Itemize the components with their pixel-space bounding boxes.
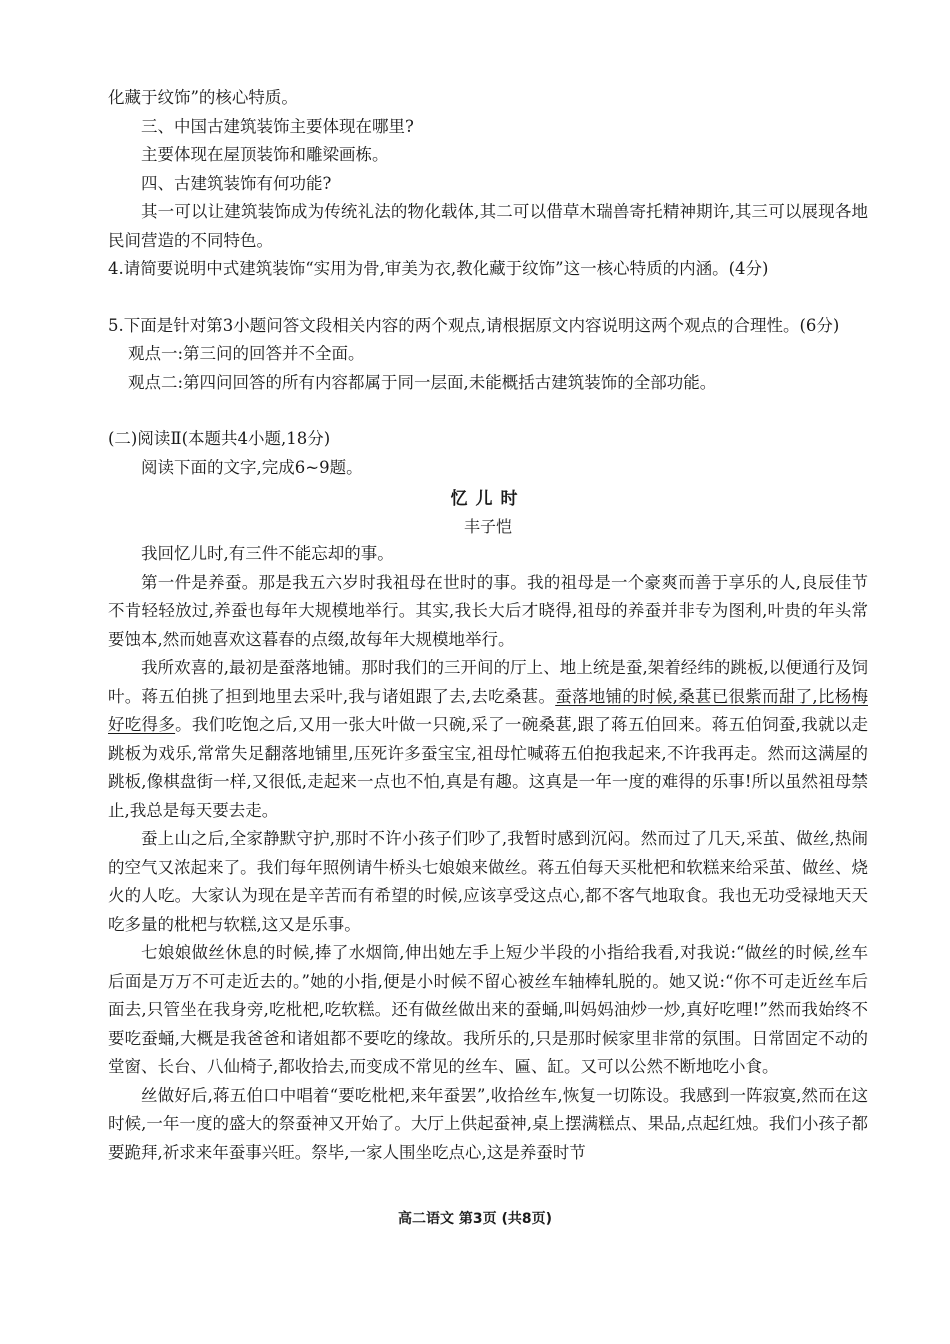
article-paragraph-6: 丝做好后,蒋五伯口中唱着“要吃枇杷,来年蚕罢”,收拾丝车,恢复一切陈设。我感到一阵寂寞,然而在这时候,一年一度的盛大的祭蚕神又开始了。大厅上供起蚕神,桌上摆满糕点、果品,点起红烛。我们小孩子都要跪拜,祈求来年蚕事兴旺。祭毕,一家人围坐吃点心,这是养蚕时节 <box>108 1085 868 1162</box>
continued-text-line: 化藏于纹饰”的核心特质。 <box>108 88 298 107</box>
article-paragraph-3 <box>108 654 868 825</box>
question-5 <box>108 312 868 341</box>
section-2-instruction: 阅读下面的文字,完成6~9题。 <box>141 457 363 477</box>
question-4-text: 4.请简要说明中式建筑装饰“实用为骨,审美为衣,教化藏于纹饰”这一核心特质的内涵。(4分) <box>108 259 769 278</box>
page-content <box>108 84 868 1167</box>
question-4 <box>108 255 868 284</box>
article-paragraph-3-part-b: 。我们吃饱之后,又用一张大叶做一只碗,采了一碗桑葚,跟了蒋五伯回来。蒋五伯饲蚕,我就以走跳板为戏乐,常常失足翻落地铺里,压死许多蚕宝宝,祖母忙喊蒋五伯抱我起来,不许我再走。然而这满屋的跳板,像棋盘街一样,又很低,走起来一点也不怕,真是有趣。这真是一年一度的难得的乐事!所以虽然祖母禁止,我总是每天要去走。 <box>108 715 868 820</box>
question-5-view-2: 观点二:第四问回答的所有内容都属于同一层面,未能概括古建筑装饰的全部功能。 <box>128 372 717 392</box>
article-paragraph-2: 第一件是养蚕。那是我五六岁时我祖母在世时的事。我的祖母是一个豪爽而善于享乐的人,良辰佳节不肯轻轻放过,养蚕也每年大规模地举行。其实,我长大后才晓得,祖母的养蚕并非专为图利,叶贵的年头常要蚀本,然而她喜欢这暮春的点缀,故每年大规模地举行。 <box>108 572 868 649</box>
article-paragraph-1: 我回忆儿时,有三件不能忘却的事。 <box>141 544 394 563</box>
underlined-sentence: 蚕落地铺的时候,桑葚已很紫而甜了,比杨梅好吃得多 <box>108 686 868 734</box>
article-paragraph-5: 七娘娘做丝休息的时候,捧了水烟筒,伸出她左手上短少半段的小指给我看,对我说:“做丝的时候,丝车后面是万万不可走近去的。”她的小指,便是小时候不留心被丝车轴棒轧脱的。她又说:“你不可走近丝车后面去,只管坐在我身旁,吃枇杷,吃软糕。还有做丝做出来的蚕蛹,叫妈妈油炒一炒,真好吃哩!”然而我始终不要吃蚕蛹,大概是我爸爸和诸姐都不要吃的缘故。我所乐的,只是那时候家里非常的氛围。日常固定不动的堂窗、长台、八仙椅子,都收拾去,而变成不常见的丝车、匾、缸。又可以公然不断地吃小食。 <box>108 943 868 1076</box>
article-author: 丰子恺 <box>463 517 512 536</box>
section-2-heading: (二)阅读Ⅱ(本题共4小题,18分) <box>108 429 331 448</box>
article-paragraph-4: 蚕上山之后,全家静默守护,那时不许小孩子们吵了,我暂时感到沉闷。然而过了几天,采茧、做丝,热闹的空气又浓起来了。我们每年照例请牛桥头七娘娘来做丝。蒋五伯每天买枇杷和软糕来给采茧、做丝、烧火的人吃。大家认为现在是辛苦而有希望的时候,应该享受这点心,都不客气地取食。我也无功受禄地天天吃多量的枇杷与软糕,这又是乐事。 <box>108 829 868 934</box>
interview-question-4: 四、古建筑装饰有何功能? <box>141 173 332 193</box>
answer-space-5 <box>108 397 868 425</box>
interview-question-3: 三、中国古建筑装饰主要体现在哪里? <box>141 116 414 136</box>
article-title: 忆儿时 <box>450 489 526 509</box>
interview-answer-3: 主要体现在屋顶装饰和雕梁画栋。 <box>141 145 389 164</box>
question-5-view-1: 观点一:第三问的回答并不全面。 <box>128 344 365 363</box>
answer-space-4 <box>108 284 868 312</box>
question-5-stem: 5.下面是针对第3小题问答文段相关内容的两个观点,请根据原文内容说明这两个观点的合理性。(6分) <box>108 315 840 335</box>
article-paragraph-3-part-a: 我所欢喜的,最初是蚕落地铺。那时我们的三开间的厅上、地上统是蚕,架着经纬的跳板,以便通行及饲叶。蒋五伯挑了担到地里去采叶,我与诸姐跟了去,去吃桑葚。 <box>108 658 868 706</box>
interview-answer-4: 其一可以让建筑装饰成为传统礼法的物化载体,其二可以借草木瑞兽寄托精神期许,其三可以展现各地民间营造的不同特色。 <box>108 202 868 250</box>
page-footer: 高二语文 第3页 (共8页) <box>397 1211 553 1227</box>
